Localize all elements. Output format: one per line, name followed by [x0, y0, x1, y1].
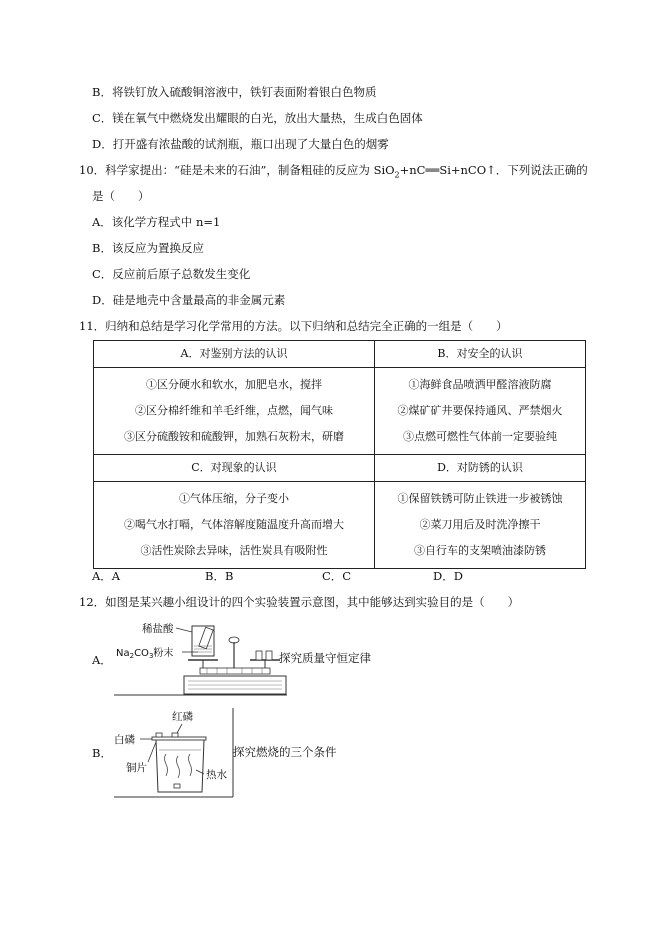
q10-option-b: B．该反应为置换反应: [92, 241, 204, 255]
q11-stem: [79, 318, 508, 334]
table-cell-c-body: [94, 482, 375, 569]
table-cell-a-body: [94, 368, 375, 455]
q10-formula: SiO$_2$+nC══Si+nCO↑: [373, 163, 496, 180]
fig-label-white-phosphorus: 白磷: [114, 734, 135, 746]
combustion-apparatus-figure: [112, 706, 236, 798]
table-cell-b-title: B．对安全的认识: [374, 341, 585, 368]
q9-option-c: C．镁在氧气中燃烧发出耀眼的白光，放出大量热，生成白色固体: [92, 111, 423, 125]
table-item: ②菜刀用后及时洗净擦干: [419, 518, 541, 531]
q9-option-d: D．打开盛有浓盐酸的试剂瓶，瓶口出现了大量白色的烟雾: [92, 137, 389, 151]
q11-answer-b: B．B: [205, 569, 234, 583]
q11-stem-text: 归纳和总结是学习化学常用的方法。以下归纳和总结完全正确的一组是（ ）: [105, 319, 508, 333]
table-cell-d-title: D．对防锈的认识: [374, 455, 585, 482]
q11-answer-c: C．C: [322, 569, 352, 583]
table-item: ①气体压缩，分子变小: [178, 492, 289, 505]
table-cell-b-body: [374, 368, 585, 455]
q11-answer-a: A．A: [92, 569, 121, 583]
q10-stem: [79, 162, 588, 179]
table-item: ③自行车的支架喷油漆防锈: [413, 544, 546, 557]
q10-option-d: D．硅是地壳中含量最高的非金属元素: [92, 293, 286, 307]
table-item: ②区分棉纤维和羊毛纤维，点燃，闻气味: [134, 404, 333, 417]
q11-number: 11．: [79, 319, 106, 333]
table-item: ①海鲜食品喷洒甲醛溶液防腐: [408, 378, 552, 391]
q12-number: 12．: [79, 595, 106, 609]
table-cell-a-title: A．对鉴别方法的认识: [94, 341, 375, 368]
table-item: ①保留铁锈可防止铁进一步被锈蚀: [397, 492, 563, 505]
balance-apparatus-figure: [112, 618, 287, 696]
q12-option-a-caption: 探究质量守恒定律: [279, 651, 371, 665]
q10-stem-part2: ．下列说法正确的: [495, 163, 588, 177]
q11-answer-d: D．D: [433, 569, 463, 583]
q12-option-b-caption: 探究燃烧的三个条件: [233, 745, 337, 759]
fig-label-hot-water: 热水: [206, 769, 227, 781]
table-cell-c-title: C．对现象的认识: [94, 455, 375, 482]
fig-label-acid: 稀盐酸: [142, 623, 174, 635]
q10-number: 10．: [79, 163, 106, 177]
table-cell-d-body: [374, 482, 585, 569]
fig-label-red-phosphorus: 红磷: [172, 711, 193, 723]
table-item: ②煤矿矿井要保持通风、严禁烟火: [397, 404, 563, 417]
q12-option-b-label: B．: [92, 746, 112, 760]
q9-option-b: B．将铁钉放入硫酸铜溶液中，铁钉表面附着银白色物质: [92, 85, 377, 99]
q10-option-a: A．该化学方程式中 n=1: [92, 215, 221, 229]
table-item: ③点燃可燃性气体前一定要验纯: [402, 430, 557, 443]
table-item: ①区分硬水和软水，加肥皂水，搅拌: [145, 378, 322, 391]
fig-label-powder: $Na_2CO_3$粉末: [116, 648, 174, 660]
q10-stem-part1: 科学家提出：“硅是未来的石油”，制备粗硅的反应为: [105, 163, 374, 177]
table-item: ③区分硫酸铵和硫酸钾，加熟石灰粉末，研磨: [123, 430, 344, 443]
fig-label-copper-sheet: 铜片: [126, 762, 147, 774]
q12-option-a-label: A．: [92, 653, 112, 667]
table-item: ②喝气水打嗝，气体溶解度随温度升高而增大: [123, 518, 344, 531]
q10-option-c: C．反应前后原子总数发生变化: [92, 267, 251, 281]
q10-stem-line2: 是（ ）: [92, 189, 150, 203]
q12-stem: [79, 594, 519, 610]
q11-table: [93, 340, 586, 569]
q12-stem-text: 如图是某兴趣小组设计的四个实验装置示意图，其中能够达到实验目的是（ ）: [105, 595, 520, 609]
table-item: ③活性炭除去异味，活性炭具有吸附性: [140, 544, 328, 557]
